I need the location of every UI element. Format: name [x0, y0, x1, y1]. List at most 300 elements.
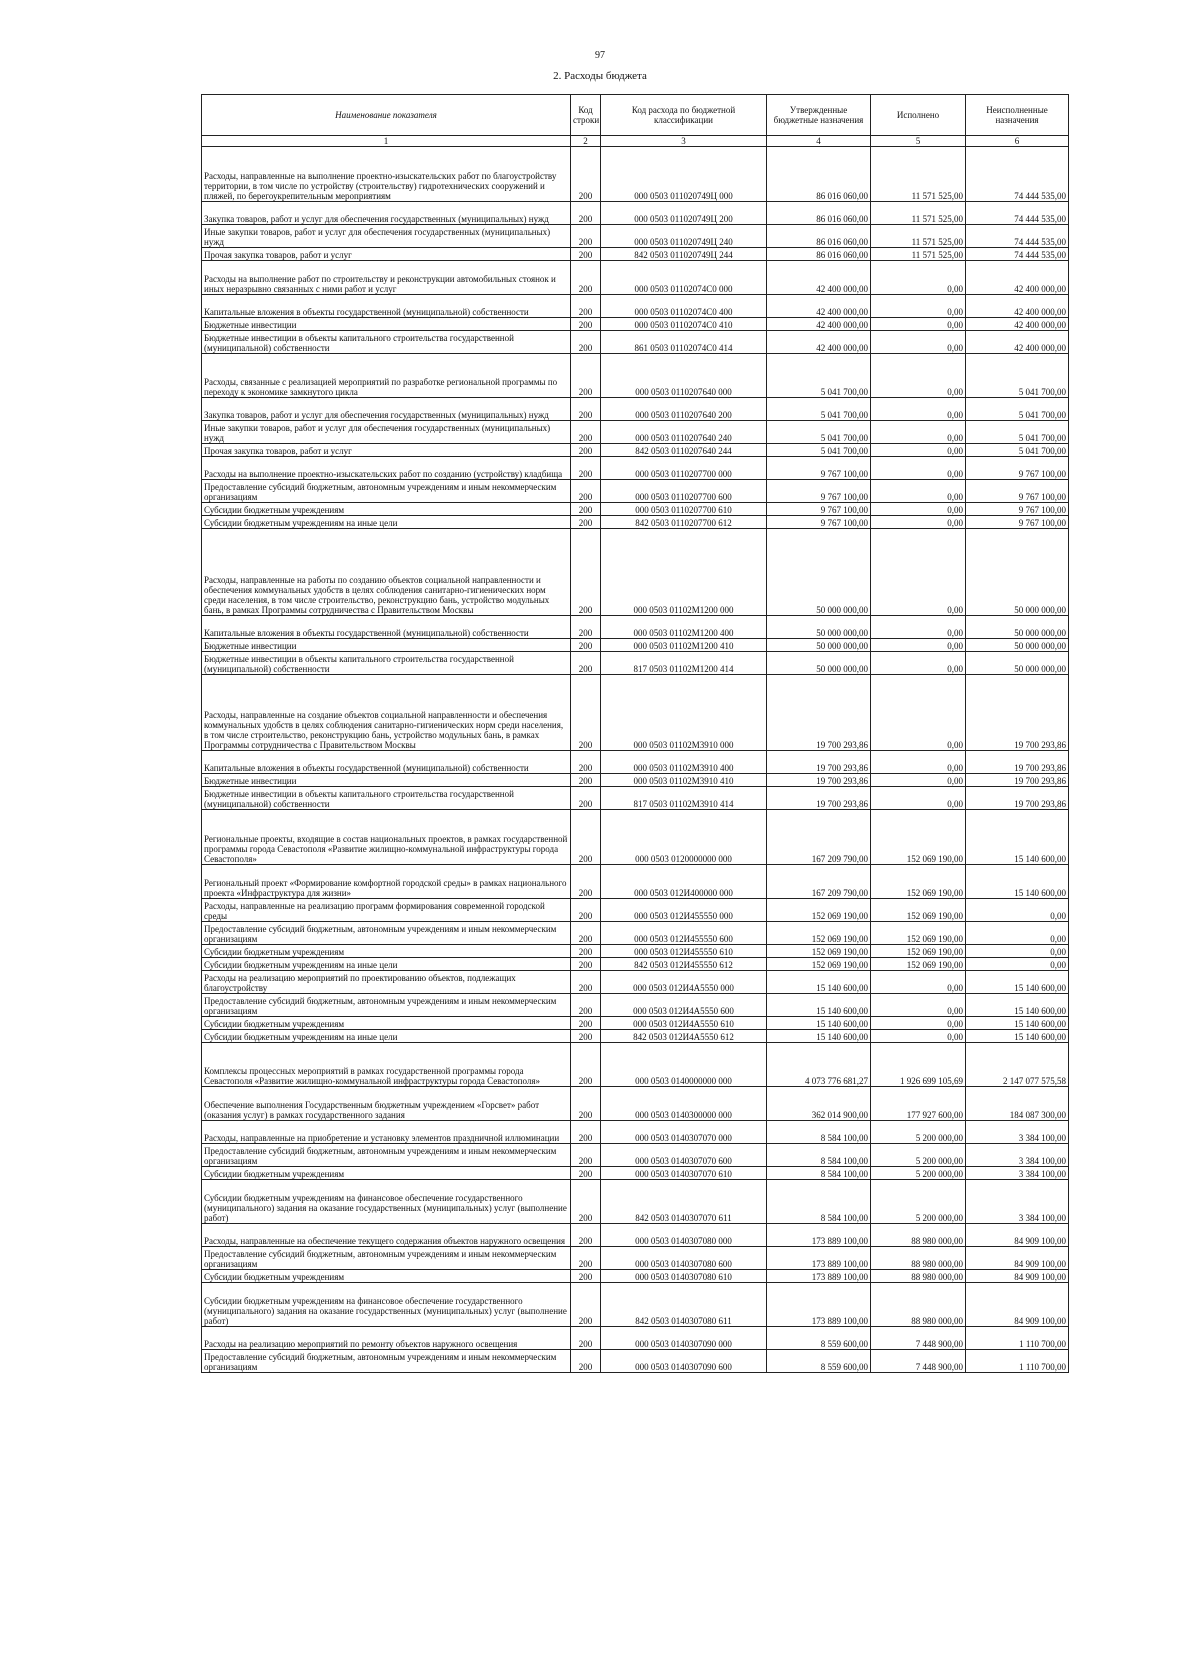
- row-approved: 50 000 000,00: [767, 652, 871, 675]
- row-name: Расходы, направленные на работы по созданию объектов социальной направленности и обеспечения коммунальных удобств в целях соблюдения санитарно-гигиенических норм среди населения, в том числе строительство, реконструкцию бань, устройство модульных бань, в рамках Программы сотрудничества с Правительством Москвы: [202, 529, 571, 616]
- row-unexecuted: 3 384 100,00: [966, 1121, 1069, 1144]
- row-name: Расходы, направленные на реализацию программ формирования современной городской среды: [202, 899, 571, 922]
- table-row: [202, 652, 1069, 675]
- row-approved: 42 400 000,00: [767, 295, 871, 318]
- row-line-code: 200: [571, 516, 601, 529]
- row-unexecuted: 15 140 600,00: [966, 1030, 1069, 1043]
- table-row: [202, 421, 1069, 444]
- row-approved: 9 767 100,00: [767, 480, 871, 503]
- row-unexecuted: 1 110 700,00: [966, 1350, 1069, 1373]
- row-classification-code: 000 0503 012И4А5550 600: [601, 994, 767, 1017]
- row-executed: 0,00: [871, 616, 966, 639]
- row-unexecuted: 2 147 077 575,58: [966, 1043, 1069, 1087]
- row-name: Субсидии бюджетным учреждениям: [202, 1270, 571, 1283]
- row-approved: 15 140 600,00: [767, 1017, 871, 1030]
- row-executed: 0,00: [871, 751, 966, 774]
- row-executed: 5 200 000,00: [871, 1144, 966, 1167]
- column-number: 6: [966, 136, 1069, 147]
- row-approved: 8 584 100,00: [767, 1167, 871, 1180]
- row-classification-code: 000 0503 0140307070 000: [601, 1121, 767, 1144]
- row-unexecuted: 50 000 000,00: [966, 616, 1069, 639]
- row-executed: 0,00: [871, 421, 966, 444]
- column-number: 4: [767, 136, 871, 147]
- row-approved: 5 041 700,00: [767, 354, 871, 398]
- column-number: 3: [601, 136, 767, 147]
- table-row: [202, 295, 1069, 318]
- table-row: [202, 1270, 1069, 1283]
- row-classification-code: 000 0503 012И455550 610: [601, 945, 767, 958]
- row-line-code: 200: [571, 865, 601, 899]
- row-classification-code: 000 0503 0140307080 000: [601, 1224, 767, 1247]
- row-line-code: 200: [571, 444, 601, 457]
- row-line-code: 200: [571, 457, 601, 480]
- table-row: [202, 1180, 1069, 1224]
- table-row: [202, 529, 1069, 616]
- row-unexecuted: 1 110 700,00: [966, 1327, 1069, 1350]
- table-row: [202, 639, 1069, 652]
- table-row: [202, 480, 1069, 503]
- row-unexecuted: 5 041 700,00: [966, 444, 1069, 457]
- row-name: Закупка товаров, работ и услуг для обеспечения государственных (муниципальных) нужд: [202, 202, 571, 225]
- row-executed: 0,00: [871, 787, 966, 810]
- row-line-code: 200: [571, 1283, 601, 1327]
- table-row: [202, 1043, 1069, 1087]
- row-classification-code: 842 0503 012И455550 612: [601, 958, 767, 971]
- row-name: Бюджетные инвестиции: [202, 318, 571, 331]
- row-name: Комплексы процессных мероприятий в рамках государственной программы города Севастополя «Развитие жилищно-коммунальной инфраструктуры города Севастополя»: [202, 1043, 571, 1087]
- row-name: Предоставление субсидий бюджетным, автономным учреждениям и иным некоммерческим организациям: [202, 480, 571, 503]
- table-row: [202, 444, 1069, 457]
- row-name: Расходы, связанные с реализацией мероприятий по разработке региональной программы по переходу к экономике замкнутого цикла: [202, 354, 571, 398]
- row-name: Субсидии бюджетным учреждениям: [202, 945, 571, 958]
- header-unexecuted-appropriations: Неисполненные назначения: [966, 95, 1069, 136]
- row-classification-code: 000 0503 0110207700 600: [601, 480, 767, 503]
- row-line-code: 200: [571, 354, 601, 398]
- row-line-code: 200: [571, 202, 601, 225]
- row-line-code: 200: [571, 248, 601, 261]
- row-executed: 0,00: [871, 480, 966, 503]
- table-row: [202, 922, 1069, 945]
- row-name: Иные закупки товаров, работ и услуг для обеспечения государственных (муниципальных) нужд: [202, 225, 571, 248]
- row-name: Субсидии бюджетным учреждениям на финансовое обеспечение государственного (муниципального) задания на оказание государственных (муниципальных) услуг (выполнение работ): [202, 1180, 571, 1224]
- expenditure-table: [201, 94, 1069, 1373]
- table-row: [202, 225, 1069, 248]
- row-unexecuted: 0,00: [966, 899, 1069, 922]
- row-line-code: 200: [571, 1144, 601, 1167]
- row-unexecuted: 15 140 600,00: [966, 810, 1069, 865]
- header-executed: Исполнено: [871, 95, 966, 136]
- table-row: [202, 516, 1069, 529]
- row-line-code: 200: [571, 1017, 601, 1030]
- header-indicator-name: Наименование показателя: [202, 95, 571, 136]
- row-classification-code: 000 0503 0140300000 000: [601, 1087, 767, 1121]
- row-classification-code: 000 0503 01102М1200 000: [601, 529, 767, 616]
- row-classification-code: 861 0503 01102074С0 414: [601, 331, 767, 354]
- header-line-code: Код строки: [571, 95, 601, 136]
- row-line-code: 200: [571, 1247, 601, 1270]
- table-row: [202, 1224, 1069, 1247]
- row-unexecuted: 50 000 000,00: [966, 529, 1069, 616]
- row-name: Капитальные вложения в объекты государственной (муниципальной) собственности: [202, 616, 571, 639]
- row-classification-code: 000 0503 01102М1200 410: [601, 639, 767, 652]
- table-row: [202, 787, 1069, 810]
- row-unexecuted: 15 140 600,00: [966, 971, 1069, 994]
- row-classification-code: 000 0503 01102М3910 400: [601, 751, 767, 774]
- table-row: [202, 1121, 1069, 1144]
- table-row: [202, 398, 1069, 421]
- row-approved: 19 700 293,86: [767, 787, 871, 810]
- row-unexecuted: 15 140 600,00: [966, 994, 1069, 1017]
- row-name: Бюджетные инвестиции: [202, 639, 571, 652]
- row-line-code: 200: [571, 1350, 601, 1373]
- table-row: [202, 248, 1069, 261]
- row-approved: 86 016 060,00: [767, 147, 871, 202]
- row-executed: 0,00: [871, 444, 966, 457]
- row-name: Расходы на реализацию мероприятий по проектированию объектов, подлежащих благоустройству: [202, 971, 571, 994]
- row-executed: 5 200 000,00: [871, 1121, 966, 1144]
- row-unexecuted: 19 700 293,86: [966, 751, 1069, 774]
- row-unexecuted: 5 041 700,00: [966, 398, 1069, 421]
- row-unexecuted: 9 767 100,00: [966, 503, 1069, 516]
- row-approved: 167 209 790,00: [767, 810, 871, 865]
- row-unexecuted: 3 384 100,00: [966, 1144, 1069, 1167]
- row-classification-code: 842 0503 0110207640 244: [601, 444, 767, 457]
- table-row: [202, 958, 1069, 971]
- row-name: Капитальные вложения в объекты государственной (муниципальной) собственности: [202, 295, 571, 318]
- row-approved: 15 140 600,00: [767, 971, 871, 994]
- table-row: [202, 865, 1069, 899]
- row-classification-code: 000 0503 012И4А5550 610: [601, 1017, 767, 1030]
- row-classification-code: 000 0503 012И4А5550 000: [601, 971, 767, 994]
- row-classification-code: 842 0503 0140307070 611: [601, 1180, 767, 1224]
- row-approved: 9 767 100,00: [767, 457, 871, 480]
- row-unexecuted: 42 400 000,00: [966, 331, 1069, 354]
- row-executed: 5 200 000,00: [871, 1180, 966, 1224]
- row-line-code: 200: [571, 1087, 601, 1121]
- row-line-code: 200: [571, 675, 601, 751]
- row-unexecuted: 0,00: [966, 958, 1069, 971]
- row-line-code: 200: [571, 318, 601, 331]
- row-classification-code: 842 0503 0140307080 611: [601, 1283, 767, 1327]
- row-approved: 362 014 900,00: [767, 1087, 871, 1121]
- row-executed: 1 926 699 105,69: [871, 1043, 966, 1087]
- column-number: 1: [202, 136, 571, 147]
- row-line-code: 200: [571, 945, 601, 958]
- row-executed: 0,00: [871, 331, 966, 354]
- row-approved: 5 041 700,00: [767, 421, 871, 444]
- row-executed: 152 069 190,00: [871, 922, 966, 945]
- row-executed: 0,00: [871, 994, 966, 1017]
- row-classification-code: 000 0503 0110207700 000: [601, 457, 767, 480]
- row-executed: 0,00: [871, 652, 966, 675]
- table-row: [202, 1030, 1069, 1043]
- row-approved: 173 889 100,00: [767, 1247, 871, 1270]
- row-name: Предоставление субсидий бюджетным, автономным учреждениям и иным некоммерческим организациям: [202, 922, 571, 945]
- row-line-code: 200: [571, 652, 601, 675]
- row-approved: 15 140 600,00: [767, 994, 871, 1017]
- row-name: Расходы на реализацию мероприятий по ремонту объектов наружного освещения: [202, 1327, 571, 1350]
- row-unexecuted: 84 909 100,00: [966, 1283, 1069, 1327]
- row-line-code: 200: [571, 225, 601, 248]
- row-approved: 5 041 700,00: [767, 444, 871, 457]
- row-line-code: 200: [571, 1121, 601, 1144]
- table-row: [202, 1017, 1069, 1030]
- row-line-code: 200: [571, 616, 601, 639]
- column-number: 5: [871, 136, 966, 147]
- row-approved: 42 400 000,00: [767, 318, 871, 331]
- table-row: [202, 899, 1069, 922]
- table-row: [202, 1167, 1069, 1180]
- table-row: [202, 1350, 1069, 1373]
- row-executed: 0,00: [871, 398, 966, 421]
- page-number: 97: [595, 50, 605, 61]
- row-approved: 19 700 293,86: [767, 774, 871, 787]
- column-number-row: [202, 136, 1069, 147]
- row-executed: 11 571 525,00: [871, 202, 966, 225]
- row-executed: 88 980 000,00: [871, 1283, 966, 1327]
- row-line-code: 200: [571, 147, 601, 202]
- row-name: Региональные проекты, входящие в состав национальных проектов, в рамках государственной программы города Севастополя «Развитие жилищно-коммунальной инфраструктуры города Севастополя»: [202, 810, 571, 865]
- row-name: Субсидии бюджетным учреждениям: [202, 1167, 571, 1180]
- row-approved: 152 069 190,00: [767, 958, 871, 971]
- row-unexecuted: 5 041 700,00: [966, 354, 1069, 398]
- row-executed: 11 571 525,00: [871, 147, 966, 202]
- row-unexecuted: 9 767 100,00: [966, 457, 1069, 480]
- row-executed: 88 980 000,00: [871, 1224, 966, 1247]
- table-row: [202, 331, 1069, 354]
- row-classification-code: 000 0503 011020749Ц 240: [601, 225, 767, 248]
- row-approved: 15 140 600,00: [767, 1030, 871, 1043]
- row-unexecuted: 50 000 000,00: [966, 639, 1069, 652]
- row-classification-code: 000 0503 0140307090 000: [601, 1327, 767, 1350]
- row-name: Бюджетные инвестиции: [202, 774, 571, 787]
- row-executed: 0,00: [871, 971, 966, 994]
- row-name: Закупка товаров, работ и услуг для обеспечения государственных (муниципальных) нужд: [202, 398, 571, 421]
- row-executed: 0,00: [871, 639, 966, 652]
- row-name: Субсидии бюджетным учреждениям: [202, 1017, 571, 1030]
- row-name: Прочая закупка товаров, работ и услуг: [202, 444, 571, 457]
- row-classification-code: 000 0503 0140307090 600: [601, 1350, 767, 1373]
- row-executed: 0,00: [871, 1030, 966, 1043]
- row-name: Бюджетные инвестиции в объекты капитального строительства государственной (муниципальной) собственности: [202, 331, 571, 354]
- row-unexecuted: 84 909 100,00: [966, 1247, 1069, 1270]
- row-executed: 0,00: [871, 529, 966, 616]
- row-line-code: 200: [571, 503, 601, 516]
- row-executed: 0,00: [871, 261, 966, 295]
- row-line-code: 200: [571, 639, 601, 652]
- row-classification-code: 000 0503 0110207640 200: [601, 398, 767, 421]
- row-unexecuted: 50 000 000,00: [966, 652, 1069, 675]
- row-line-code: 200: [571, 751, 601, 774]
- row-executed: 0,00: [871, 354, 966, 398]
- row-line-code: 200: [571, 1270, 601, 1283]
- row-classification-code: 000 0503 0140307070 600: [601, 1144, 767, 1167]
- row-line-code: 200: [571, 480, 601, 503]
- table-row: [202, 945, 1069, 958]
- row-classification-code: 817 0503 01102М3910 414: [601, 787, 767, 810]
- row-name: Расходы на выполнение проектно-изыскательских работ по созданию (устройству) кладбища: [202, 457, 571, 480]
- row-line-code: 200: [571, 331, 601, 354]
- row-unexecuted: 19 700 293,86: [966, 675, 1069, 751]
- row-unexecuted: 184 087 300,00: [966, 1087, 1069, 1121]
- table-row: [202, 503, 1069, 516]
- row-classification-code: 842 0503 012И4А5550 612: [601, 1030, 767, 1043]
- header-budget-classification-code: Код расхода по бюджетной классификации: [601, 95, 767, 136]
- row-name: Бюджетные инвестиции в объекты капитального строительства государственной (муниципальной) собственности: [202, 652, 571, 675]
- row-classification-code: 000 0503 01102074С0 410: [601, 318, 767, 331]
- row-name: Расходы, направленные на выполнение проектно-изыскательских работ по благоустройству территории, в том числе по устройству (строительству) гидротехнических сооружений и пляжей, по берегоукрепительным мероприятиям: [202, 147, 571, 202]
- row-name: Расходы, направленные на приобретение и установку элементов праздничной иллюминации: [202, 1121, 571, 1144]
- row-name: Расходы, направленные на создание объектов социальной направленности и обеспечения коммунальных удобств в целях соблюдения санитарно-гигиенических норм среди населения, в том числе строительство, реконструкцию бань, устройство модульных бань, в рамках Программы сотрудничества с Правительством Москвы: [202, 675, 571, 751]
- row-name: Предоставление субсидий бюджетным, автономным учреждениям и иным некоммерческим организациям: [202, 994, 571, 1017]
- row-unexecuted: 19 700 293,86: [966, 787, 1069, 810]
- row-classification-code: 000 0503 011020749Ц 000: [601, 147, 767, 202]
- table-header-row: [202, 95, 1069, 136]
- row-line-code: 200: [571, 1327, 601, 1350]
- row-executed: 152 069 190,00: [871, 865, 966, 899]
- row-executed: 11 571 525,00: [871, 248, 966, 261]
- row-line-code: 200: [571, 1180, 601, 1224]
- row-approved: 19 700 293,86: [767, 675, 871, 751]
- row-executed: 0,00: [871, 675, 966, 751]
- row-classification-code: 817 0503 01102М1200 414: [601, 652, 767, 675]
- row-executed: 7 448 900,00: [871, 1350, 966, 1373]
- table-row: [202, 457, 1069, 480]
- row-executed: 0,00: [871, 457, 966, 480]
- row-classification-code: 000 0503 0120000000 000: [601, 810, 767, 865]
- row-line-code: 200: [571, 922, 601, 945]
- row-classification-code: 000 0503 0110207640 000: [601, 354, 767, 398]
- row-line-code: 200: [571, 1167, 601, 1180]
- row-executed: 0,00: [871, 516, 966, 529]
- row-classification-code: 000 0503 012И455550 000: [601, 899, 767, 922]
- row-name: Субсидии бюджетным учреждениям на иные цели: [202, 516, 571, 529]
- row-approved: 173 889 100,00: [767, 1283, 871, 1327]
- row-unexecuted: 0,00: [966, 945, 1069, 958]
- row-name: Субсидии бюджетным учреждениям: [202, 503, 571, 516]
- row-executed: 0,00: [871, 774, 966, 787]
- row-unexecuted: 74 444 535,00: [966, 225, 1069, 248]
- row-executed: 7 448 900,00: [871, 1327, 966, 1350]
- row-approved: 8 559 600,00: [767, 1350, 871, 1373]
- table-row: [202, 318, 1069, 331]
- row-name: Субсидии бюджетным учреждениям на финансовое обеспечение государственного (муниципального) задания на оказание государственных (муниципальных) услуг (выполнение работ): [202, 1283, 571, 1327]
- row-approved: 19 700 293,86: [767, 751, 871, 774]
- row-executed: 5 200 000,00: [871, 1167, 966, 1180]
- table-row: [202, 1247, 1069, 1270]
- table-row: [202, 751, 1069, 774]
- row-line-code: 200: [571, 295, 601, 318]
- row-classification-code: 000 0503 0140000000 000: [601, 1043, 767, 1087]
- row-executed: 177 927 600,00: [871, 1087, 966, 1121]
- row-approved: 86 016 060,00: [767, 225, 871, 248]
- row-executed: 152 069 190,00: [871, 899, 966, 922]
- row-classification-code: 842 0503 0110207700 612: [601, 516, 767, 529]
- row-unexecuted: 42 400 000,00: [966, 261, 1069, 295]
- row-name: Субсидии бюджетным учреждениям на иные цели: [202, 958, 571, 971]
- row-approved: 86 016 060,00: [767, 248, 871, 261]
- row-classification-code: 000 0503 01102М3910 000: [601, 675, 767, 751]
- row-name: Капитальные вложения в объекты государственной (муниципальной) собственности: [202, 751, 571, 774]
- row-name: Предоставление субсидий бюджетным, автономным учреждениям и иным некоммерческим организациям: [202, 1247, 571, 1270]
- row-unexecuted: 84 909 100,00: [966, 1270, 1069, 1283]
- row-approved: 86 016 060,00: [767, 202, 871, 225]
- table-body: [202, 147, 1069, 1373]
- row-approved: 9 767 100,00: [767, 503, 871, 516]
- row-unexecuted: 42 400 000,00: [966, 295, 1069, 318]
- row-executed: 0,00: [871, 295, 966, 318]
- row-name: Расходы, направленные на обеспечение текущего содержания объектов наружного освещения: [202, 1224, 571, 1247]
- table-row: [202, 1327, 1069, 1350]
- row-unexecuted: 15 140 600,00: [966, 1017, 1069, 1030]
- row-line-code: 200: [571, 261, 601, 295]
- row-executed: 88 980 000,00: [871, 1247, 966, 1270]
- row-line-code: 200: [571, 810, 601, 865]
- table-row: [202, 261, 1069, 295]
- row-line-code: 200: [571, 899, 601, 922]
- row-classification-code: 000 0503 01102М3910 410: [601, 774, 767, 787]
- row-line-code: 200: [571, 958, 601, 971]
- row-approved: 42 400 000,00: [767, 331, 871, 354]
- row-line-code: 200: [571, 774, 601, 787]
- row-line-code: 200: [571, 529, 601, 616]
- row-classification-code: 000 0503 011020749Ц 200: [601, 202, 767, 225]
- row-unexecuted: 15 140 600,00: [966, 865, 1069, 899]
- row-executed: 0,00: [871, 1017, 966, 1030]
- table-row: [202, 675, 1069, 751]
- table-row: [202, 1283, 1069, 1327]
- row-approved: 173 889 100,00: [767, 1224, 871, 1247]
- row-classification-code: 000 0503 01102074С0 000: [601, 261, 767, 295]
- row-name: Предоставление субсидий бюджетным, автономным учреждениям и иным некоммерческим организациям: [202, 1144, 571, 1167]
- row-classification-code: 000 0503 012И400000 000: [601, 865, 767, 899]
- row-approved: 4 073 776 681,27: [767, 1043, 871, 1087]
- row-approved: 42 400 000,00: [767, 261, 871, 295]
- row-classification-code: 000 0503 012И455550 600: [601, 922, 767, 945]
- row-unexecuted: 74 444 535,00: [966, 202, 1069, 225]
- row-approved: 8 584 100,00: [767, 1144, 871, 1167]
- column-number: 2: [571, 136, 601, 147]
- row-executed: 88 980 000,00: [871, 1270, 966, 1283]
- row-executed: 152 069 190,00: [871, 945, 966, 958]
- row-unexecuted: 42 400 000,00: [966, 318, 1069, 331]
- row-classification-code: 000 0503 0140307070 610: [601, 1167, 767, 1180]
- table-row: [202, 994, 1069, 1017]
- row-unexecuted: 5 041 700,00: [966, 421, 1069, 444]
- table-row: [202, 971, 1069, 994]
- row-unexecuted: 19 700 293,86: [966, 774, 1069, 787]
- row-line-code: 200: [571, 971, 601, 994]
- row-line-code: 200: [571, 1043, 601, 1087]
- row-unexecuted: 3 384 100,00: [966, 1180, 1069, 1224]
- row-name: Предоставление субсидий бюджетным, автономным учреждениям и иным некоммерческим организациям: [202, 1350, 571, 1373]
- table-row: [202, 147, 1069, 202]
- row-classification-code: 000 0503 0140307080 610: [601, 1270, 767, 1283]
- row-classification-code: 000 0503 0110207700 610: [601, 503, 767, 516]
- row-line-code: 200: [571, 398, 601, 421]
- row-approved: 152 069 190,00: [767, 945, 871, 958]
- row-name: Иные закупки товаров, работ и услуг для обеспечения государственных (муниципальных) нужд: [202, 421, 571, 444]
- row-approved: 50 000 000,00: [767, 529, 871, 616]
- row-executed: 11 571 525,00: [871, 225, 966, 248]
- row-approved: 8 584 100,00: [767, 1180, 871, 1224]
- row-line-code: 200: [571, 1030, 601, 1043]
- row-executed: 152 069 190,00: [871, 958, 966, 971]
- row-executed: 0,00: [871, 318, 966, 331]
- table-row: [202, 616, 1069, 639]
- row-executed: 152 069 190,00: [871, 810, 966, 865]
- table-row: [202, 202, 1069, 225]
